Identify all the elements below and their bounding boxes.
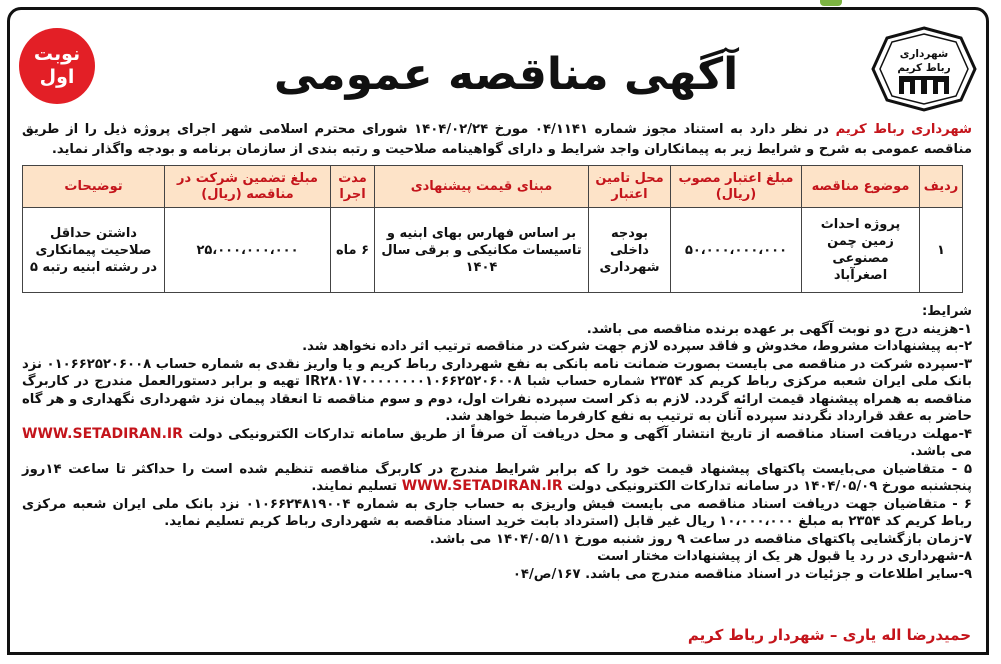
organization-name: شهرداری رباط کریم xyxy=(835,122,972,137)
table-row xyxy=(23,208,963,293)
condition-item xyxy=(22,426,972,461)
condition-item: ۶ - متقاضیان جهت دریافت اسناد مناقصه می بایست فیش واریزی به حساب جاری به شماره ۰۱۰۶۶۲۴۸۱۹۰۰۴ نزد بانک ملی ایران شعبه مرکزی رباط کریم کد ۲۳۵۴ به مبلغ ۱۰،۰۰۰،۰۰۰ ریال غیر قابل (استرداد بابت خرید اسناد مناقصه به شهرداری رباط کریم تسلیم نماید. xyxy=(22,496,972,529)
tender-table xyxy=(22,165,963,293)
table-header: مبنای قیمت پیشنهادی xyxy=(375,166,589,208)
intro-paragraph xyxy=(22,120,972,160)
badge-line2: اول xyxy=(39,66,75,88)
logo-text-line2: رباط کریم xyxy=(897,62,951,74)
table-header: ردیف xyxy=(920,166,963,208)
table-header: مدت اجرا xyxy=(331,166,375,208)
first-publication-badge xyxy=(19,28,95,104)
condition-item xyxy=(22,461,972,496)
condition-text: ۴-مهلت دریافت اسناد مناقصه از تاریخ انتشار آگهی و محل دریافت آن صرفاً از طریق سامانه تدارکات الکترونیکی دولت xyxy=(182,426,972,442)
signature: حمیدرضا اله یاری – شهردار رباط کریم xyxy=(687,626,971,644)
notice-header xyxy=(16,13,979,111)
table-cell: ۲۵،۰۰۰،۰۰۰،۰۰۰ xyxy=(165,208,331,293)
condition-text: ۵ - متقاضیان می‌بایست پاکتهای پیشنهاد قیمت خود را که برابر شرایط مندرج در کاربرگ مناقصه تنظیم شده است را حداکثر تا ساعت ۱۴روز پنجشنبه مورخ ۱۴۰۴/۰۵/۰۹ در سامانه تدارکات الکترونیکی دولت xyxy=(22,461,972,494)
condition-item: ۹-سایر اطلاعات و جزئیات در اسناد مناقصه مندرج می باشد. ۱۶۷/ص/۰۴ xyxy=(512,566,972,582)
table-cell: ۶ ماه xyxy=(331,208,375,293)
table-cell: بر اساس فهارس بهای ابنیه و تاسیسات مکانیکی و برقی سال ۱۴۰۴ xyxy=(375,208,589,293)
page-title: آگهی مناقصه عمومی xyxy=(273,49,739,100)
condition-item: ۳-سپرده شرکت در مناقصه می بایست بصورت ضمانت نامه بانکی به نفع شهرداری رباط کریم و یا واریز نقدی به شماره حساب ۰۱۰۶۶۲۵۲۰۶۰۰۸ نزد بانک ملی ایران شعبه مرکزی رباط کریم کد ۲۳۵۴ شماره حساب شبا IR۲۸۰۱۷۰۰۰۰۰۰۰۰۱۰۶۶۲۵۲۰۶۰۰۸ تهیه و برابر دستورالعمل مندرج در کاربرگ مناقصه به همراه پیشنهاد قیمت ارائه گردد. لازم به ذکر است سپرده نفرات اول، دوم و سوم مناقصه تا انعقاد پیمان نزد شهرداری نگهداری و هر گاه حاضر به عقد قرارداد نگردند سپرده آنان به ترتیب به نفع کارفرما ضبط خواهد شد. xyxy=(22,356,972,424)
condition-item: ۷-زمان بازگشایی پاکتهای مناقصه در ساعت ۹ روز شنبه مورخ ۱۴۰۴/۰۵/۱۱ می باشد. xyxy=(429,531,972,547)
table-header: محل تامین اعتبار xyxy=(589,166,671,208)
conditions-heading: شرایط: xyxy=(921,304,972,319)
table-cell: پروژه احداث زمین چمن مصنوعی اصغرآباد xyxy=(802,208,920,293)
top-accent-mark xyxy=(820,0,842,6)
condition-text: تسلیم نمایند. xyxy=(311,479,402,494)
intro-text: در نظر دارد به استناد مجوز شماره ۰۴/۱۱۴۱ مورخ ۱۴۰۴/۰۲/۲۴ شورای محترم اسلامی شهر اجرای پروژه ذیل را از طریق مناقصه عمومی به شرح و شرایط زیر به پیمانکاران واجد شرایط و دارای گواهینامه صلاحیت و رتبه بندی از سازمان برنامه و بودجه واگذار نماید. xyxy=(22,122,972,157)
table-header-row xyxy=(23,166,963,208)
condition-item: ۲-به پیشنهادات مشروط، مخدوش و فاقد سپرده لازم جهت شرکت در مناقصه ترتیب اثر داده نخواهد شد. xyxy=(302,339,972,354)
table-header: موضوع مناقصه xyxy=(802,166,920,208)
table-header: مبلغ تضمین شرکت در مناقصه (ریال) xyxy=(165,166,331,208)
condition-item: ۸-شهرداری در رد یا قبول هر یک از پیشنهادات مختار است xyxy=(597,549,972,564)
badge-line1: نوبت xyxy=(33,43,81,65)
website-link[interactable]: WWW.SETADIRAN.IR xyxy=(401,478,563,494)
condition-item: ۱-هزینه درج دو نوبت آگهی بر عهده برنده مناقصه می باشد. xyxy=(586,321,972,337)
municipality-logo xyxy=(871,26,977,112)
table-header: مبلغ اعتبار مصوب (ریال) xyxy=(671,166,802,208)
table-cell: ۵۰،۰۰۰،۰۰۰،۰۰۰ xyxy=(671,208,802,293)
table-header: توضیحات xyxy=(23,166,165,208)
logo-text-line1: شهرداری xyxy=(899,48,949,60)
condition-text: می باشد. xyxy=(910,444,972,459)
table-cell: داشتن حداقل صلاحیت پیمانکاری در رشته ابنیه رتبه ۵ xyxy=(23,208,165,293)
website-link[interactable]: WWW.SETADIRAN.IR xyxy=(22,425,183,442)
conditions-list xyxy=(22,303,972,583)
table-cell: بودجه داخلی شهرداری xyxy=(589,208,671,293)
table-cell: ۱ xyxy=(920,208,963,293)
